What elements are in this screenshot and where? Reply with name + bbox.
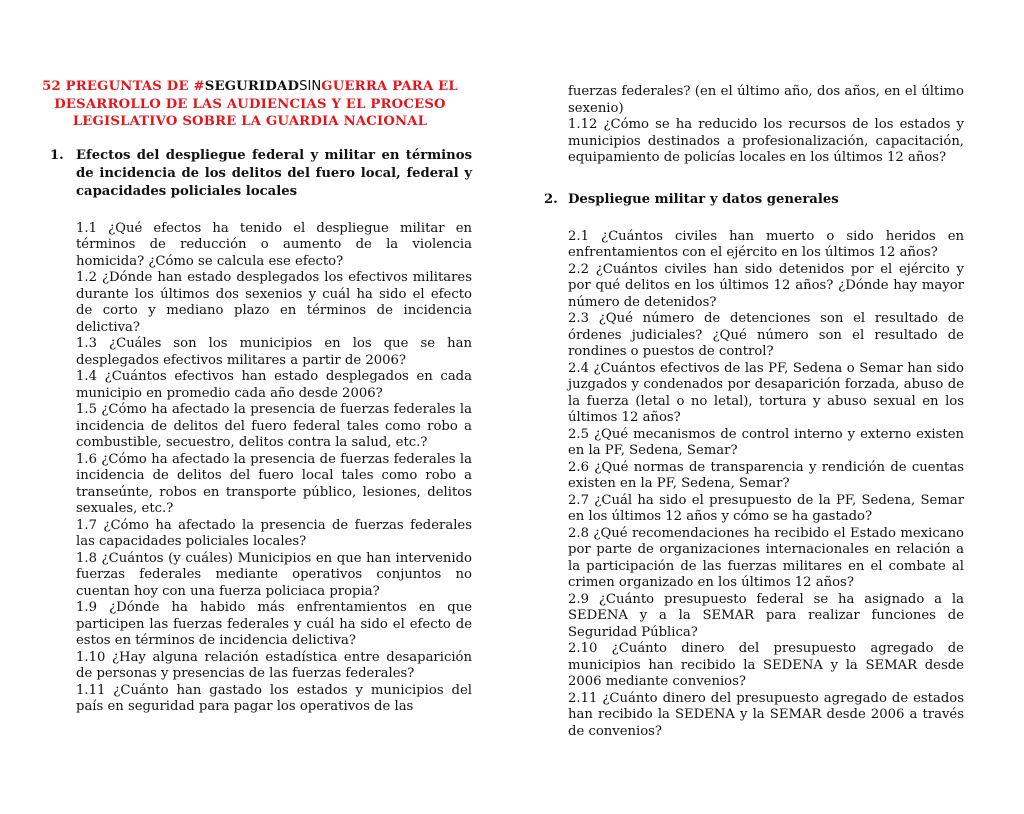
question-2-5: 2.5 ¿Qué mecanismos de control interno y externo existen en la PF, Sedena, Semar? (568, 426, 964, 458)
question-1-12: 1.12 ¿Cómo se ha reducido los recursos de los estados y municipios destinados a profesionalización, capacitación, equipamiento de policías locales en los últimos 12 años? (568, 117, 964, 165)
section-1-heading (28, 147, 472, 201)
question-1-3: 1.3 ¿Cuáles son los municipios en los que se han desplegados efectivos militares a partir de 2006? (76, 336, 472, 368)
section-2-heading-text: Despliegue militar y datos generales (568, 191, 839, 207)
question-2-11: 2.11 ¿Cuánto dinero del presupuesto agregado de estados han recibido la SEDENA y la SEMAR desde 2006 a través de convenios? (568, 690, 964, 739)
document-title (28, 78, 472, 131)
section-1-number: 1. (50, 147, 64, 163)
title-part-2: SEGURIDAD (204, 79, 300, 94)
question-1-7: 1.7 ¿Cómo ha afectado la presencia de fuerzas federales las capacidades policiales locales? (76, 517, 472, 549)
question-1-10: 1.10 ¿Hay alguna relación estadística entre desaparición de personas y presencias de las fuerzas federales? (76, 649, 472, 681)
title-part-4: GUERRA PARA EL DESARROLLO DE LAS AUDIENCIAS Y EL PROCESO LEGISLATIVO SOBRE LA GUARDIA NACIONAL (54, 79, 458, 129)
question-2-4: 2.4 ¿Cuántos efectivos de las PF, Sedena o Semar han sido juzgados y condenados por desaparición forzada, abuso de la fuerza (letal o no letal), tortura y abuso sexual en los últimos 12 años? (568, 360, 964, 425)
question-2-8: 2.8 ¿Qué recomendaciones ha recibido el Estado mexicano por parte de organizaciones internacionales en relación a la participación de las fuerzas militares en el combate al crimen organizado en los últimos 12 años? (568, 525, 964, 590)
question-2-7: 2.7 ¿Cuál ha sido el presupuesto de la PF, Sedena, Semar en los últimos 12 años y cómo se ha gastado? (568, 492, 964, 524)
section-1-continued-list (568, 84, 964, 167)
question-1-2: 1.2 ¿Dónde han estado desplegados los efectivos militares durante los últimos dos sexenios y cuál ha sido el efecto de corto y mediano plazo en términos de incidencia delictiva? (76, 270, 472, 335)
question-1-6: 1.6 ¿Cómo ha afectado la presencia de fuerzas federales la incidencia de delitos del fuero local tales como robo a transeúnte, robos en transporte público, lesiones, delitos sexuales, etc.? (76, 451, 472, 516)
question-1-11-continued: fuerzas federales? (en el último año, dos años, en el último sexenio) (568, 84, 964, 116)
title-part-3: SIN (299, 79, 322, 94)
question-1-11: 1.11 ¿Cuánto han gastado los estados y municipios del país en seguridad para pagar los operativos de las (76, 682, 472, 714)
question-1-9: 1.9 ¿Dónde ha habido más enfrentamientos en que participen las fuerzas federales y cuál ha sido el efecto de estos en términos de incidencia delictiva? (76, 600, 472, 648)
question-1-4: 1.4 ¿Cuántos efectivos han estado desplegados en cada municipio en promedio cada año desde 2006? (76, 369, 472, 401)
left-column (28, 78, 472, 716)
title-part-1: 52 PREGUNTAS DE # (42, 79, 205, 94)
section-2-heading (544, 191, 964, 209)
section-2-question-list (568, 229, 964, 741)
question-2-6: 2.6 ¿Qué normas de transparencia y rendición de cuentas existen en la PF, Sedena, Semar? (568, 459, 964, 491)
question-2-10: 2.10 ¿Cuánto dinero del presupuesto agregado de municipios han recibido la SEDENA y la SEMAR desde 2006 mediante convenios? (568, 641, 964, 689)
question-2-1: 2.1 ¿Cuántos civiles han muerto o sido heridos en enfrentamientos con el ejército en los últimos 12 años? (568, 228, 964, 260)
section-2-number: 2. (544, 191, 558, 207)
question-2-3: 2.3 ¿Qué número de detenciones son el resultado de órdenes judiciales? ¿Qué número son el resultado de rondines o puestos de control? (568, 311, 964, 359)
question-1-5: 1.5 ¿Cómo ha afectado la presencia de fuerzas federales la incidencia de delitos del fuero federal tales como robo a combustible, secuestro, delitos contra la salud, etc.? (76, 402, 472, 450)
question-2-9: 2.9 ¿Cuánto presupuesto federal se ha asignado a la SEDENA y a la SEMAR para realizar funciones de Seguridad Pública? (568, 591, 964, 640)
question-1-8: 1.8 ¿Cuántos (y cuáles) Municipios en que han intervenido fuerzas federales mediante operativos conjuntos no cuentan hoy con una fuerza policiaca propia? (76, 550, 472, 599)
section-1-heading-text: Efectos del despliegue federal y militar en términos de incidencia de los delitos del fuero local, federal y capacidades policiales locales (76, 147, 472, 199)
section-1-question-list (76, 221, 472, 716)
question-2-2: 2.2 ¿Cuántos civiles han sido detenidos por el ejército y por qué delitos en los últimos 12 años? ¿Dónde hay mayor número de detenidos? (568, 261, 964, 310)
right-column (544, 84, 964, 740)
question-1-1: 1.1 ¿Qué efectos ha tenido el despliegue militar en términos de reducción o aumento de la violencia homicida? ¿Cómo se calcula ese efecto? (76, 220, 472, 269)
